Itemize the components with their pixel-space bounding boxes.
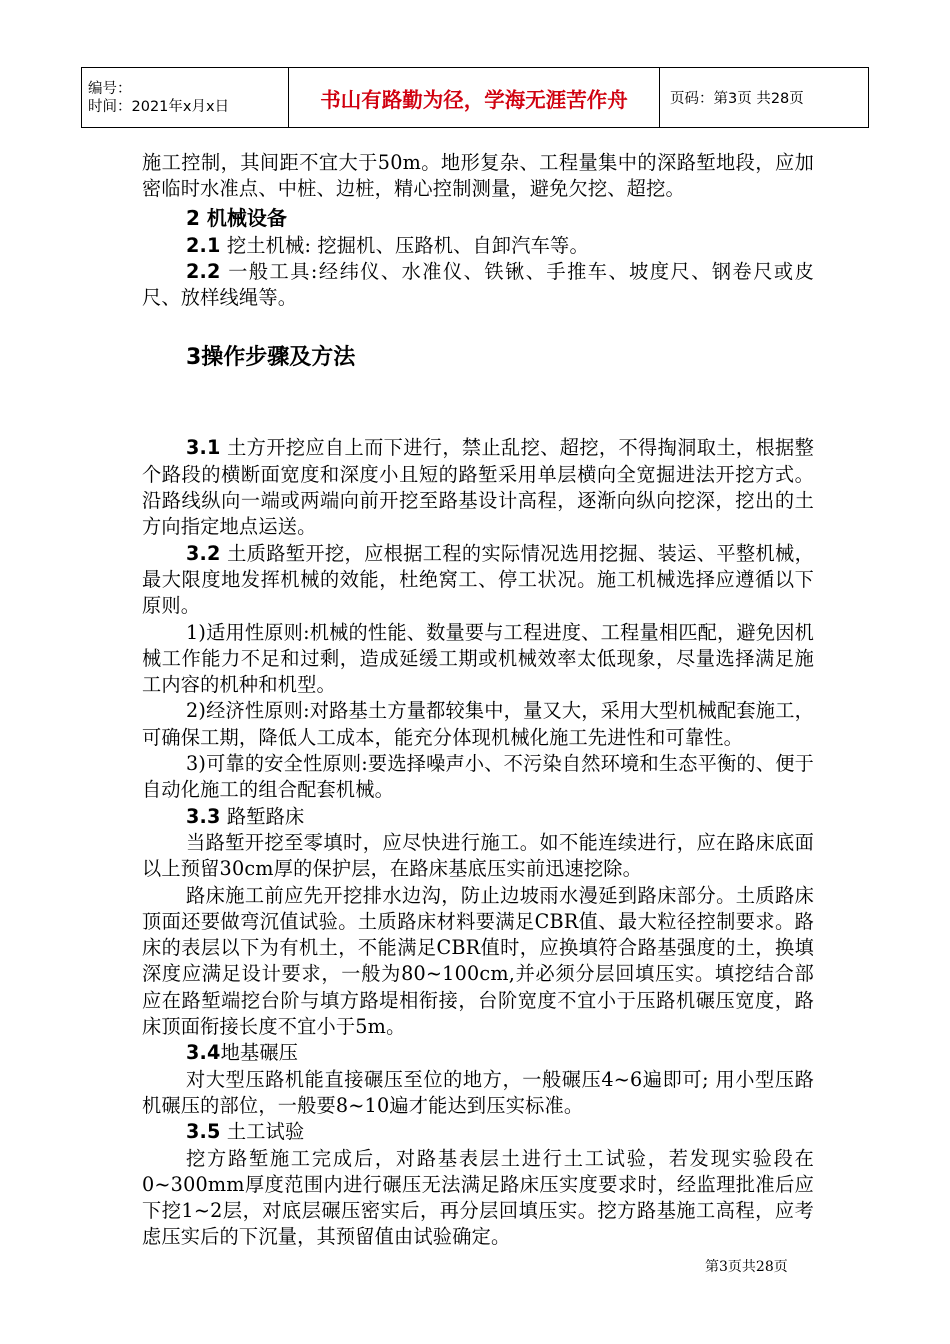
item-3-2-number: 3.2 [186, 541, 221, 565]
item-3-5 [142, 1119, 814, 1145]
item-3-4 [142, 1040, 814, 1066]
principle-safety: 3)可靠的安全性原则:要选择噪声小、不污染自然环境和生态平衡的、便于自动化施工的组合配套机械。 [142, 752, 814, 802]
header-page-number: 页码：第3页 共28页 [660, 68, 869, 128]
paragraph-soil-test: 挖方路堑施工完成后，对路基表层土进行土工试验，若发现实验段在0~300mm厚度范围内进行碾压无法满足路床压实度要求时，经监理批准后应下挖1~2层，对底层碾压密实后，再分层回填压实。挖方路基施工高程，应考虑压实后的下沉量，其预留值由试验确定。 [142, 1146, 814, 1249]
item-3-3-text: 路堑路床 [220, 804, 305, 828]
paragraph-zero-fill: 当路堑开挖至零填时，应尽快进行施工。如不能连续进行，应在路床底面以上预留30cm厚的保护层，在路床基底压实前迅速挖除。 [142, 830, 814, 881]
item-3-3-number: 3.3 [186, 804, 221, 828]
principle-economy: 2)经济性原则:对路基土方量都较集中，量又大，采用大型机械配套施工，可确保工期，降低人工成本，能充分体现机械化施工先进性和可靠性。 [142, 699, 814, 749]
item-2-1-text: 挖土机械: 挖掘机、压路机、自卸汽车等。 [220, 233, 589, 257]
item-2-2-text: 一般工具:经纬仪、水准仪、铁锹、手推车、坡度尺、钢卷尺或皮尺、放样线绳等。 [142, 259, 814, 310]
serial-number-label: 编号： [88, 80, 132, 97]
item-3-2-text: 土质路堑开挖，应根据工程的实际情况选用挖掘、装运、平整机械，最大限度地发挥机械的效能，杜绝窝工、停工状况。施工机械选择应遵循以下原则。 [142, 541, 814, 618]
paragraph-roadbed: 路床施工前应先开挖排水边沟，防止边坡雨水漫延到路床部分。土质路床顶面还要做弯沉值试验。土质路床材料要满足CBR值、最大粒径控制要求。路床的表层以下为有机土，不能满足CBR值时，应换填符合路基强度的土，换填深度应满足设计要求，一般为80~100cm,并必须分层回填压实。填挖结合部应在路堑端挖台阶与填方路堤相衔接，台阶宽度不宜小于压路机碾压宽度，路床顶面衔接长度不宜小于5m。 [142, 883, 814, 1039]
paragraph-compaction: 对大型压路机能直接碾压至位的地方，一般碾压4~6遍即可; 用小型压路机碾压的部位，一般要8~10遍才能达到压实标准。 [142, 1067, 814, 1117]
item-3-3 [142, 804, 814, 830]
page-header [81, 67, 869, 128]
item-3-1 [142, 435, 814, 540]
header-meta [82, 68, 289, 128]
item-3-2 [142, 541, 814, 620]
date-label: 时间：2021年x月x日 [88, 98, 230, 115]
item-3-4-number: 3.4 [186, 1041, 221, 1065]
header-motto: 书山有路勤为径，学海无涯苦作舟 [289, 68, 660, 128]
paragraph-survey-control: 施工控制，其间距不宜大于50m。地形复杂、工程量集中的深路堑地段，应加密临时水准点、中桩、边桩，精心控制测量，避免欠挖、超挖。 [142, 151, 814, 201]
item-3-4-text: 地基碾压 [220, 1041, 299, 1065]
item-3-5-number: 3.5 [186, 1120, 221, 1144]
item-2-1-number: 2.1 [186, 233, 221, 257]
item-3-1-number: 3.1 [186, 436, 221, 460]
item-3-5-text: 土工试验 [220, 1120, 305, 1144]
item-2-1 [142, 233, 814, 259]
heading-steps: 3操作步骤及方法 [186, 345, 356, 371]
heading-equipment: 2 机械设备 [186, 205, 287, 230]
item-3-1-text: 土方开挖应自上而下进行，禁止乱挖、超挖，不得掏洞取土，根据整个路段的横断面宽度和深度小且短的路堑采用单层横向全宽掘进法开挖方式。沿路线纵向一端或两端向前开挖至路基设计高程，逐渐向纵向挖深，挖出的土方向指定地点运送。 [142, 436, 814, 539]
item-2-2 [142, 259, 814, 312]
item-2-2-number: 2.2 [186, 259, 221, 283]
page-footer: 第3页共28页 [705, 1259, 788, 1275]
principle-applicability: 1)适用性原则:机械的性能、数量要与工程进度、工程量相匹配，避免因机械工作能力不足和过剩，造成延缓工期或机械效率太低现象，尽量选择满足施工内容的机种和机型。 [142, 620, 814, 697]
document-body [142, 150, 814, 1251]
